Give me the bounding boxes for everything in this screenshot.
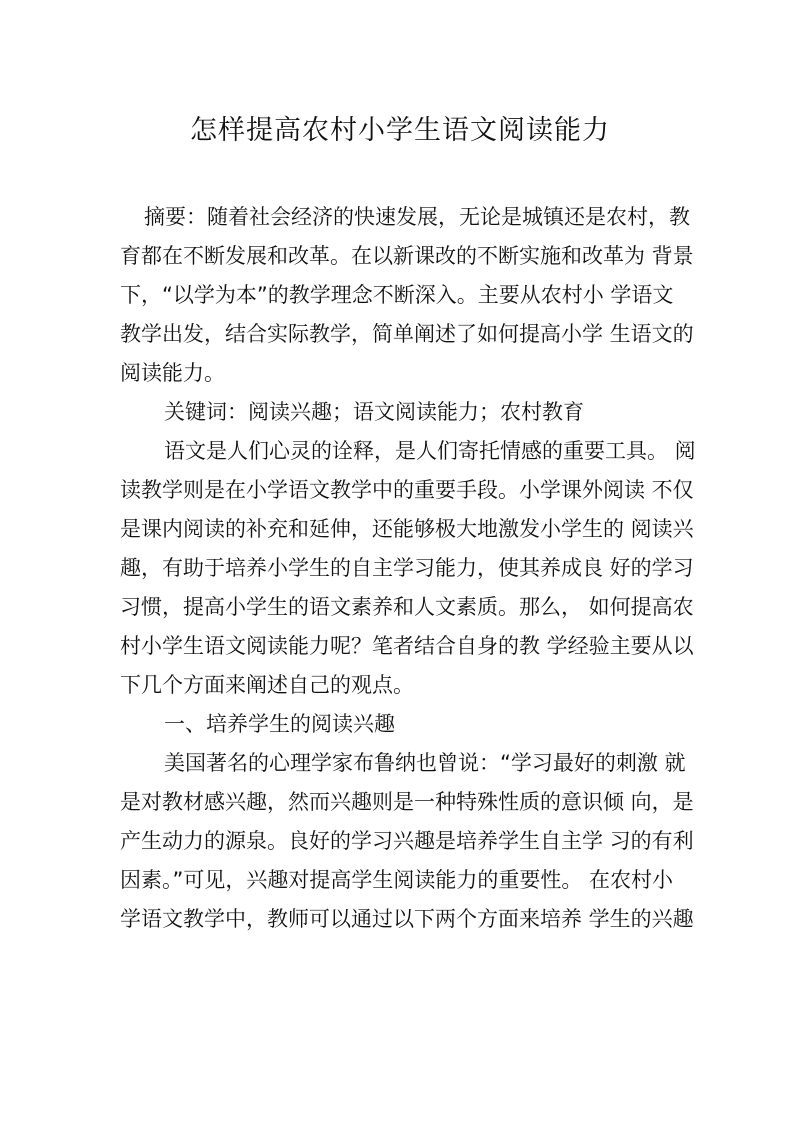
paragraph-line: 语文是人们心灵的诠释，是人们寄托情感的重要工具。 阅	[164, 439, 696, 463]
paragraph-line: 是对教材感兴趣，然而兴趣则是一种特殊性质的意识倾 向，是	[120, 790, 694, 814]
paragraph-line: 是课内阅读的补充和延伸，还能够极大地激发小学生的 阅读兴	[120, 517, 694, 541]
abstract-line: 教学出发，结合实际教学，简单阐述了如何提高小学 生语文的	[120, 322, 694, 346]
keywords-line: 关键词：阅读兴趣；语文阅读能力；农村教育	[164, 400, 584, 424]
paragraph-line: 因素。”可见，兴趣对提高学生阅读能力的重要性。 在农村小	[120, 868, 674, 892]
paragraph-line: 习惯，提高小学生的语文素养和人文素质。那么， 如何提高农	[120, 595, 694, 619]
document-title: 怎样提高农村小学生语文阅读能力	[190, 115, 610, 146]
abstract-line: 摘要：随着社会经济的快速发展，无论是城镇还是农村，教	[144, 205, 690, 229]
paragraph-line: 读教学则是在小学语文教学中的重要手段。小学课外阅读 不仅	[120, 478, 694, 502]
abstract-line: 下，“以学为本”的教学理念不断深入。主要从农村小 学语文	[120, 283, 674, 307]
document-body	[120, 198, 696, 939]
section-heading: 一、培养学生的阅读兴趣	[164, 712, 395, 736]
paragraph-line: 村小学生语文阅读能力呢？笔者结合自身的教 学经验主要从以	[120, 634, 694, 658]
paragraph-line: 学语文教学中，教师可以通过以下两个方面来培养 学生的兴趣	[120, 907, 694, 931]
paragraph-line: 趣，有助于培养小学生的自主学习能力，使其养成良 好的学习	[120, 556, 694, 580]
paragraph-line: 下几个方面来阐述自己的观点。	[120, 673, 414, 697]
abstract-line: 育都在不断发展和改革。在以新课改的不断实施和改革为 背景	[120, 244, 694, 268]
paragraph-line: 美国著名的心理学家布鲁纳也曾说：“学习最好的刺激 就	[164, 751, 686, 775]
abstract-line: 阅读能力。	[120, 361, 225, 385]
paragraph-line: 产生动力的源泉。良好的学习兴趣是培养学生自主学 习的有利	[120, 829, 694, 853]
